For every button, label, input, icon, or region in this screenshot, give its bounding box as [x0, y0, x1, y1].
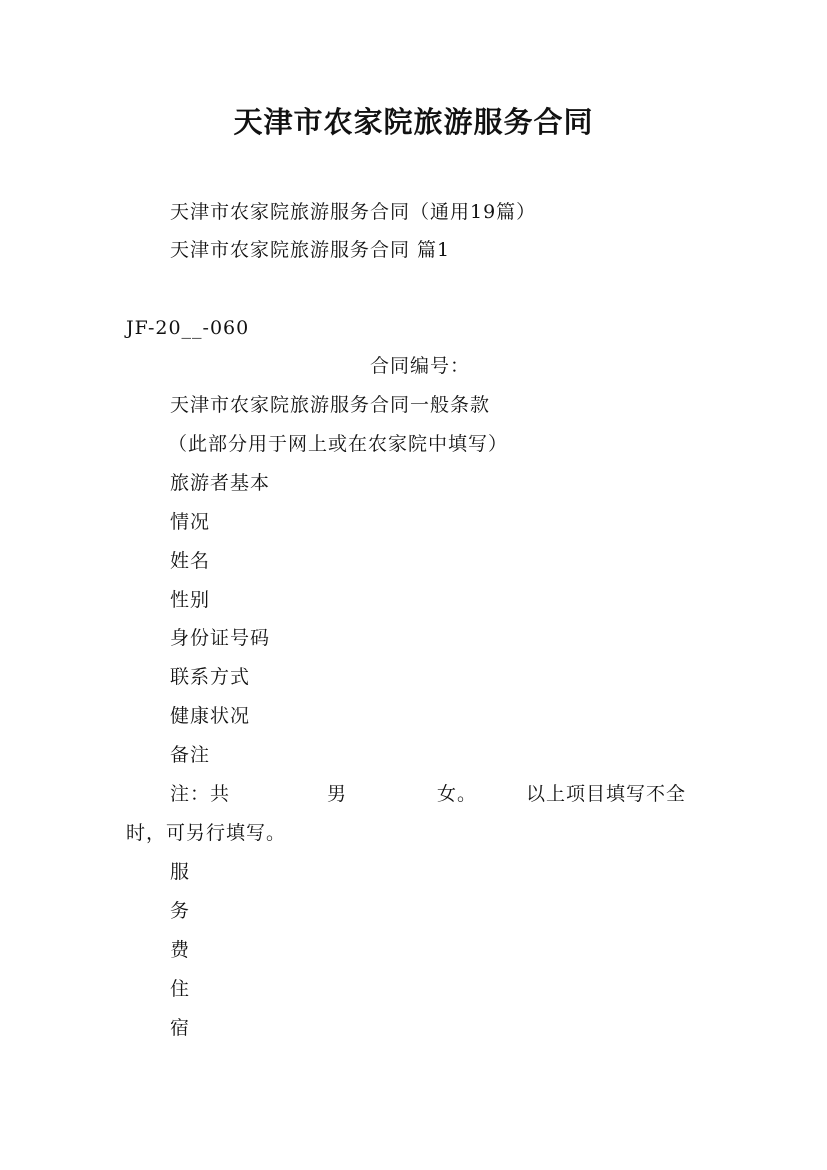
note-total: 注：共 [170, 783, 231, 805]
service-fee-char-2: 务 [170, 900, 191, 922]
field-label-health: 健康状况 [170, 705, 251, 727]
tourist-info-heading-part2: 情况 [170, 511, 211, 533]
field-label-name: 姓名 [170, 550, 211, 572]
note-incomplete: 以上项目填写不全 [526, 783, 687, 805]
note-female: 女。 [437, 783, 478, 805]
note-row [170, 780, 730, 808]
lodging-char-2: 宿 [170, 1017, 191, 1039]
field-label-id-number: 身份证号码 [170, 627, 271, 649]
intro-line-part: 天津市农家院旅游服务合同 篇1 [170, 239, 451, 261]
fill-instruction: （此部分用于网上或在农家院中填写） [168, 433, 509, 455]
general-terms-heading: 天津市农家院旅游服务合同一般条款 [170, 394, 491, 416]
note-male: 男 [327, 783, 348, 805]
contract-code: JF-20__-060 [126, 317, 250, 339]
note-continuation: 时，可另行填写。 [126, 822, 287, 844]
document-title: 天津市农家院旅游服务合同 [233, 105, 594, 139]
field-label-gender: 性别 [170, 589, 211, 611]
service-fee-char-1: 服 [170, 861, 191, 883]
intro-line-collection: 天津市农家院旅游服务合同（通用19篇） [170, 201, 537, 223]
tourist-info-heading-part1: 旅游者基本 [170, 472, 271, 494]
field-label-remarks: 备注 [170, 744, 211, 766]
service-fee-char-3: 费 [170, 939, 191, 961]
contract-number-label: 合同编号： [370, 355, 471, 377]
field-label-contact: 联系方式 [170, 666, 251, 688]
lodging-char-1: 住 [170, 978, 191, 1000]
